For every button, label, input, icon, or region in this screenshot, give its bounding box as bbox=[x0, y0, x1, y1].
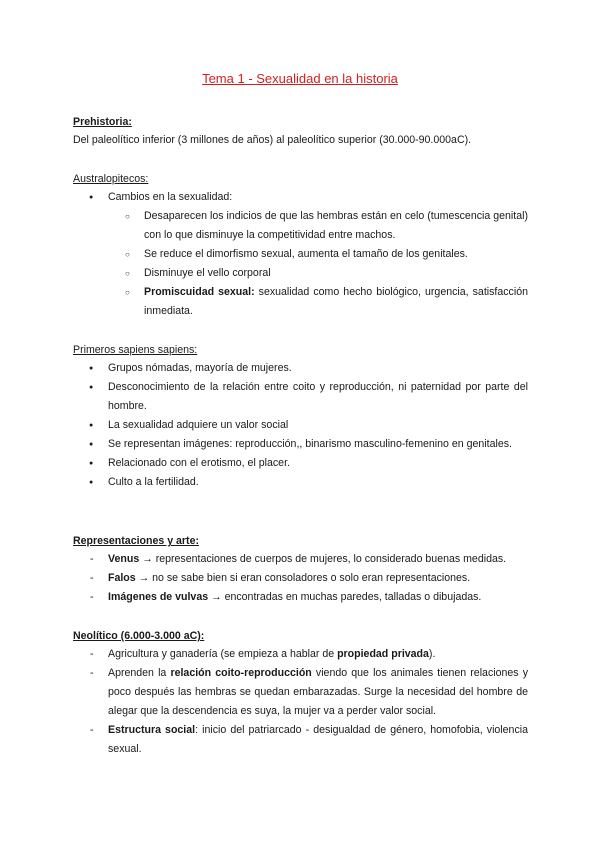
list-item bbox=[73, 550, 528, 569]
bold-term: Venus bbox=[108, 553, 140, 565]
section-arte bbox=[73, 532, 528, 607]
item-post: viendo que los animales tienen relaciones y poco después las hembras se quedan embarazadas. Surge la necesidad del hombre de alegar que la descendencia es suya, la mujer va a perder valor social. bbox=[108, 667, 529, 717]
list-arte bbox=[73, 550, 528, 607]
item-rest: → representaciones de cuerpos de mujeres, lo considerado buenas medidas. bbox=[139, 553, 507, 565]
section-sapiens bbox=[73, 341, 528, 492]
list-item bbox=[73, 569, 528, 588]
list-item: ● Grupos nómadas, mayoría de mujeres. bbox=[73, 359, 528, 378]
list-item: ● Relacionado con el erotismo, el placer. bbox=[73, 454, 528, 473]
bold-term: Imágenes de vulvas bbox=[108, 591, 209, 603]
item-rest: → encontradas en muchas paredes, talladas o dibujadas. bbox=[208, 591, 482, 603]
heading-neolitico: Neolítico (6.000-3.000 aC): bbox=[73, 630, 205, 642]
list-item bbox=[73, 664, 528, 721]
heading-prehistoria: Prehistoria: bbox=[73, 116, 132, 128]
sublist-item: ○ Desaparecen los indicios de que las hembras están en celo (tumescencia genital) con lo que disminuye la competitividad entre machos. bbox=[109, 207, 528, 245]
heading-australopitecos: Australopitecos: bbox=[73, 173, 149, 185]
bold-term: Falos bbox=[108, 572, 136, 584]
list-item bbox=[73, 721, 528, 759]
section-prehistoria bbox=[73, 113, 528, 150]
sublist-item bbox=[109, 283, 528, 321]
list-item: ● Desconocimiento de la relación entre coito y reproducción, ni paternidad por parte del hombre. bbox=[73, 378, 528, 416]
paragraph-prehistoria: Del paleolítico inferior (3 millones de años) al paleolítico superior (30.000-90.000aC). bbox=[73, 134, 472, 146]
list-item bbox=[73, 588, 528, 607]
list-item bbox=[73, 188, 528, 207]
item-pre: Agricultura y ganadería (se empieza a hablar de bbox=[108, 648, 338, 660]
document-title: Tema 1 - Sexualidad en la historia bbox=[202, 71, 398, 86]
list-item: ● Culto a la fertilidad. bbox=[73, 473, 528, 492]
list-neolitico bbox=[73, 645, 528, 759]
list-sapiens bbox=[73, 359, 528, 492]
bold-term: propiedad privada bbox=[337, 648, 429, 660]
bold-term: Promiscuidad sexual: bbox=[144, 286, 255, 298]
heading-sapiens: Primeros sapiens sapiens: bbox=[73, 344, 198, 356]
sublist-item: ○ Se reduce el dimorfismo sexual, aumenta el tamaño de los genitales. bbox=[109, 245, 528, 264]
list-item: ● Se representan imágenes: reproducción,, binarismo masculino-femenino en genitales. bbox=[73, 435, 528, 454]
list-australopitecos bbox=[73, 188, 528, 207]
bold-term: Estructura social bbox=[108, 724, 196, 736]
item-post: : inicio del patriarcado - desigualdad de género, homofobia, violencia sexual. bbox=[108, 724, 528, 755]
item-pre: Aprenden la bbox=[108, 667, 171, 679]
item-rest: sexualidad como hecho biológico, urgencia, satisfacción inmediata. bbox=[144, 286, 528, 317]
list-item-text: Cambios en la sexualidad: bbox=[108, 191, 233, 203]
section-australopitecos bbox=[73, 170, 528, 321]
list-item: ● La sexualidad adquiere un valor social bbox=[73, 416, 528, 435]
item-rest: → no se sabe bien si eran consoladores o solo eran representaciones. bbox=[135, 572, 471, 584]
item-post: ). bbox=[428, 648, 436, 660]
sublist-item: ○ Disminuye el vello corporal bbox=[109, 264, 528, 283]
sublist-cambios bbox=[109, 207, 528, 321]
list-item bbox=[73, 645, 528, 664]
section-neolitico bbox=[73, 627, 528, 759]
heading-arte: Representaciones y arte: bbox=[73, 535, 200, 547]
bold-term: relación coito-reproducción bbox=[170, 667, 312, 679]
